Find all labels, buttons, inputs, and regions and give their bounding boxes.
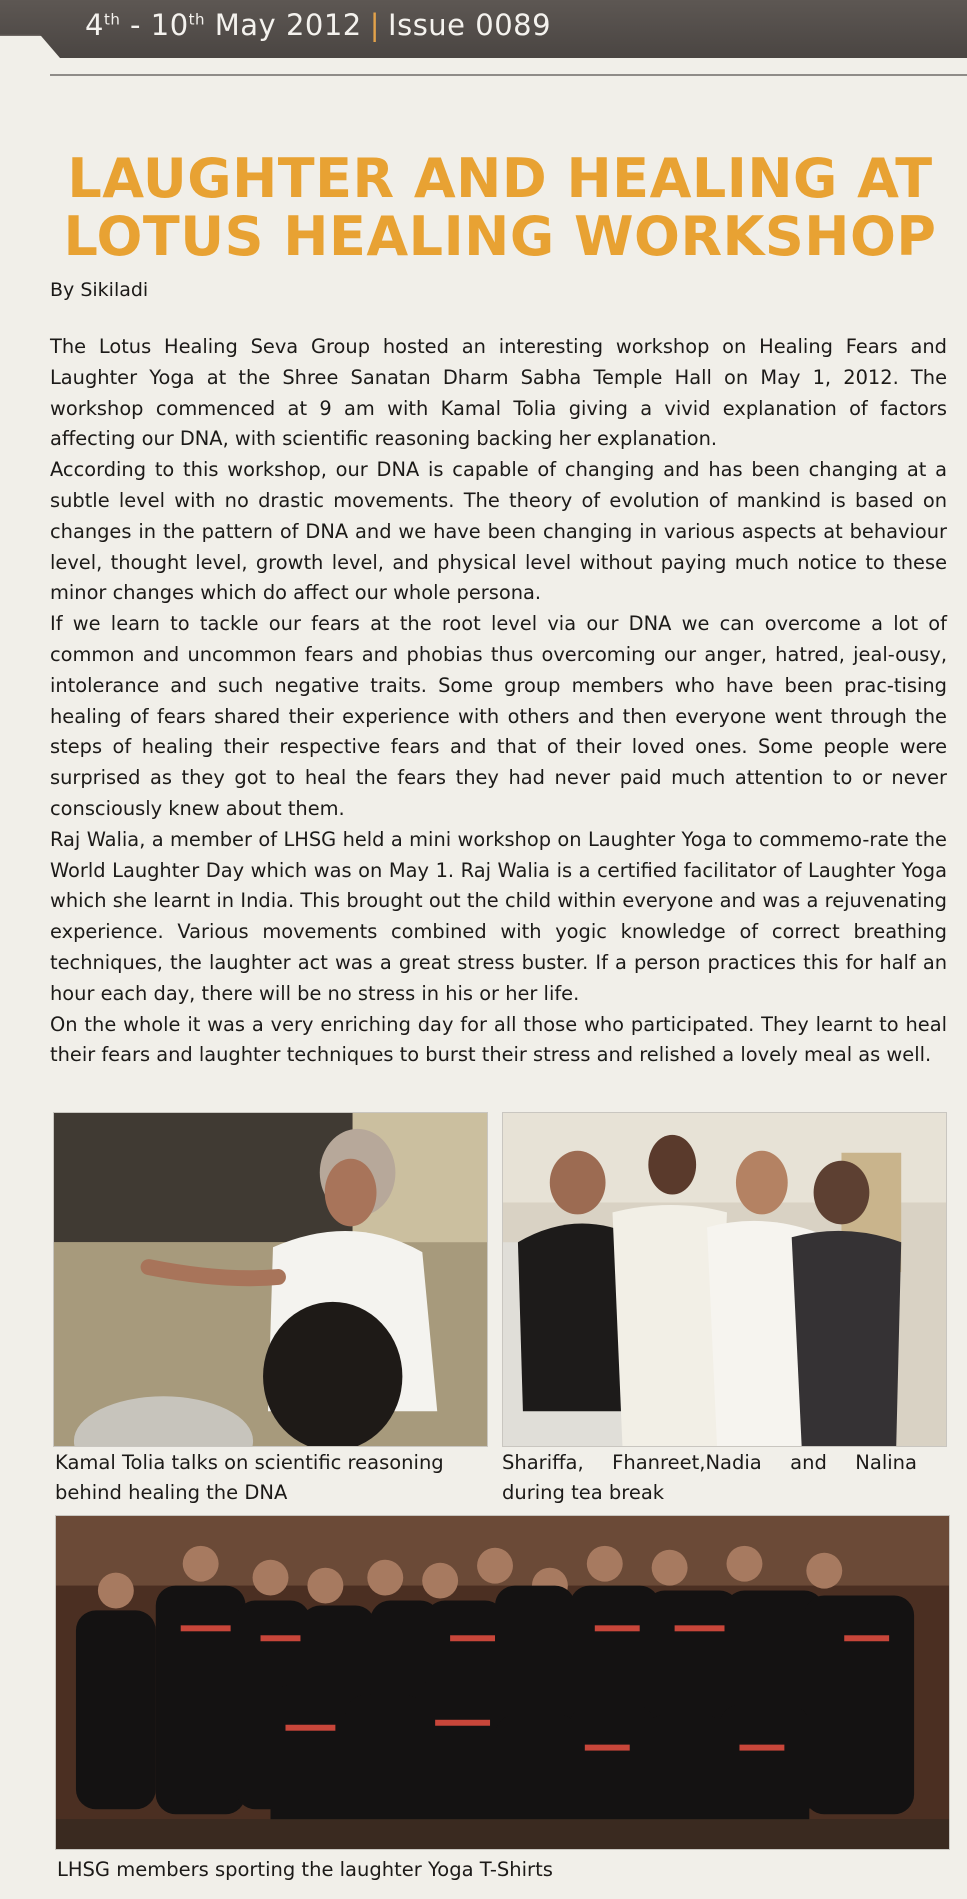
date-month-year: May 2012 [205,8,362,42]
date-start-suffix: th [103,10,121,29]
paragraph: Raj Walia, a member of LHSG held a mini workshop on Laughter Yoga to commemo-rate the World Laughter Day which was on May 1. Raj Walia is a certified facilitator of Laughter Yoga which she learnt in India. This brought out the child within everyone and was a rejuvenating experience. Various movements combined with yogic knowledge of correct breathing techniques, the laughter act was a great stress buster. If a person practices this for half an hour each day, there will be no stress in his or her life. [50,827,947,1005]
paragraph: According to this workshop, our DNA is capable of changing and has been changing at a subtle level with no drastic movements. The theory of evolution of mankind is based on changes in the pattern of DNA and we have been changing in various aspects at behaviour level, thought level, growth level, and physical level without paying much notice to these minor changes which do affect our whole persona. [50,458,947,605]
article-body [50,332,947,1071]
photo-caption: LHSG members sporting the laughter Yoga T-Shirts [57,1858,553,1881]
paragraph: The Lotus Healing Seva Group hosted an interesting workshop on Healing Fears and Laughter Yoga at the Shree Sanatan Dharm Sabha Temple Hall on May 1, 2012. The workshop commenced at 9 am with Kamal Tolia giving a vivid explanation of factors affecting our DNA, with scientific reasoning backing her explanation. [50,335,947,451]
issue-number: Issue 0089 [388,8,552,42]
article-byline: By Sikiladi [50,279,149,301]
photo-caption: Kamal Tolia talks on scientific reasoning behind healing the DNA [55,1451,444,1504]
header-rule [50,74,967,76]
date-separator: - [120,8,151,42]
paragraph: If we learn to tackle our fears at the root level via our DNA we can overcome a lot of common and uncommon fears and phobias thus overcoming our anger, hatred, jeal-ousy, intolerance and such negative traits. Some group members who have been prac-tising healing of fears shared their experience with others and then everyone went through the steps of healing their respective fears and that of their loved ones. Some people were surprised as they got to heal the fears they had never paid much attention to or never consciously knew about them. [50,612,947,820]
issue-header [85,8,551,42]
header-separator: | [369,8,381,42]
photo-group [55,1515,950,1850]
photo-caption: Shariffa, Fhanreet,Nadia and Nalina during tea break [502,1451,917,1504]
article-title: LAUGHTER AND HEALING AT LOTUS HEALING WORKSHOP [63,147,937,268]
photo-tea-break [502,1112,947,1447]
photo-speaker [53,1112,488,1447]
date-end-suffix: th [188,10,206,29]
paragraph: On the whole it was a very enriching day for all those who participated. They learnt to heal their fears and laughter techniques to burst their stress and relished a lovely meal as well. [50,1012,947,1067]
date-end-day: 10 [150,8,189,42]
date-start-day: 4 [85,8,104,42]
